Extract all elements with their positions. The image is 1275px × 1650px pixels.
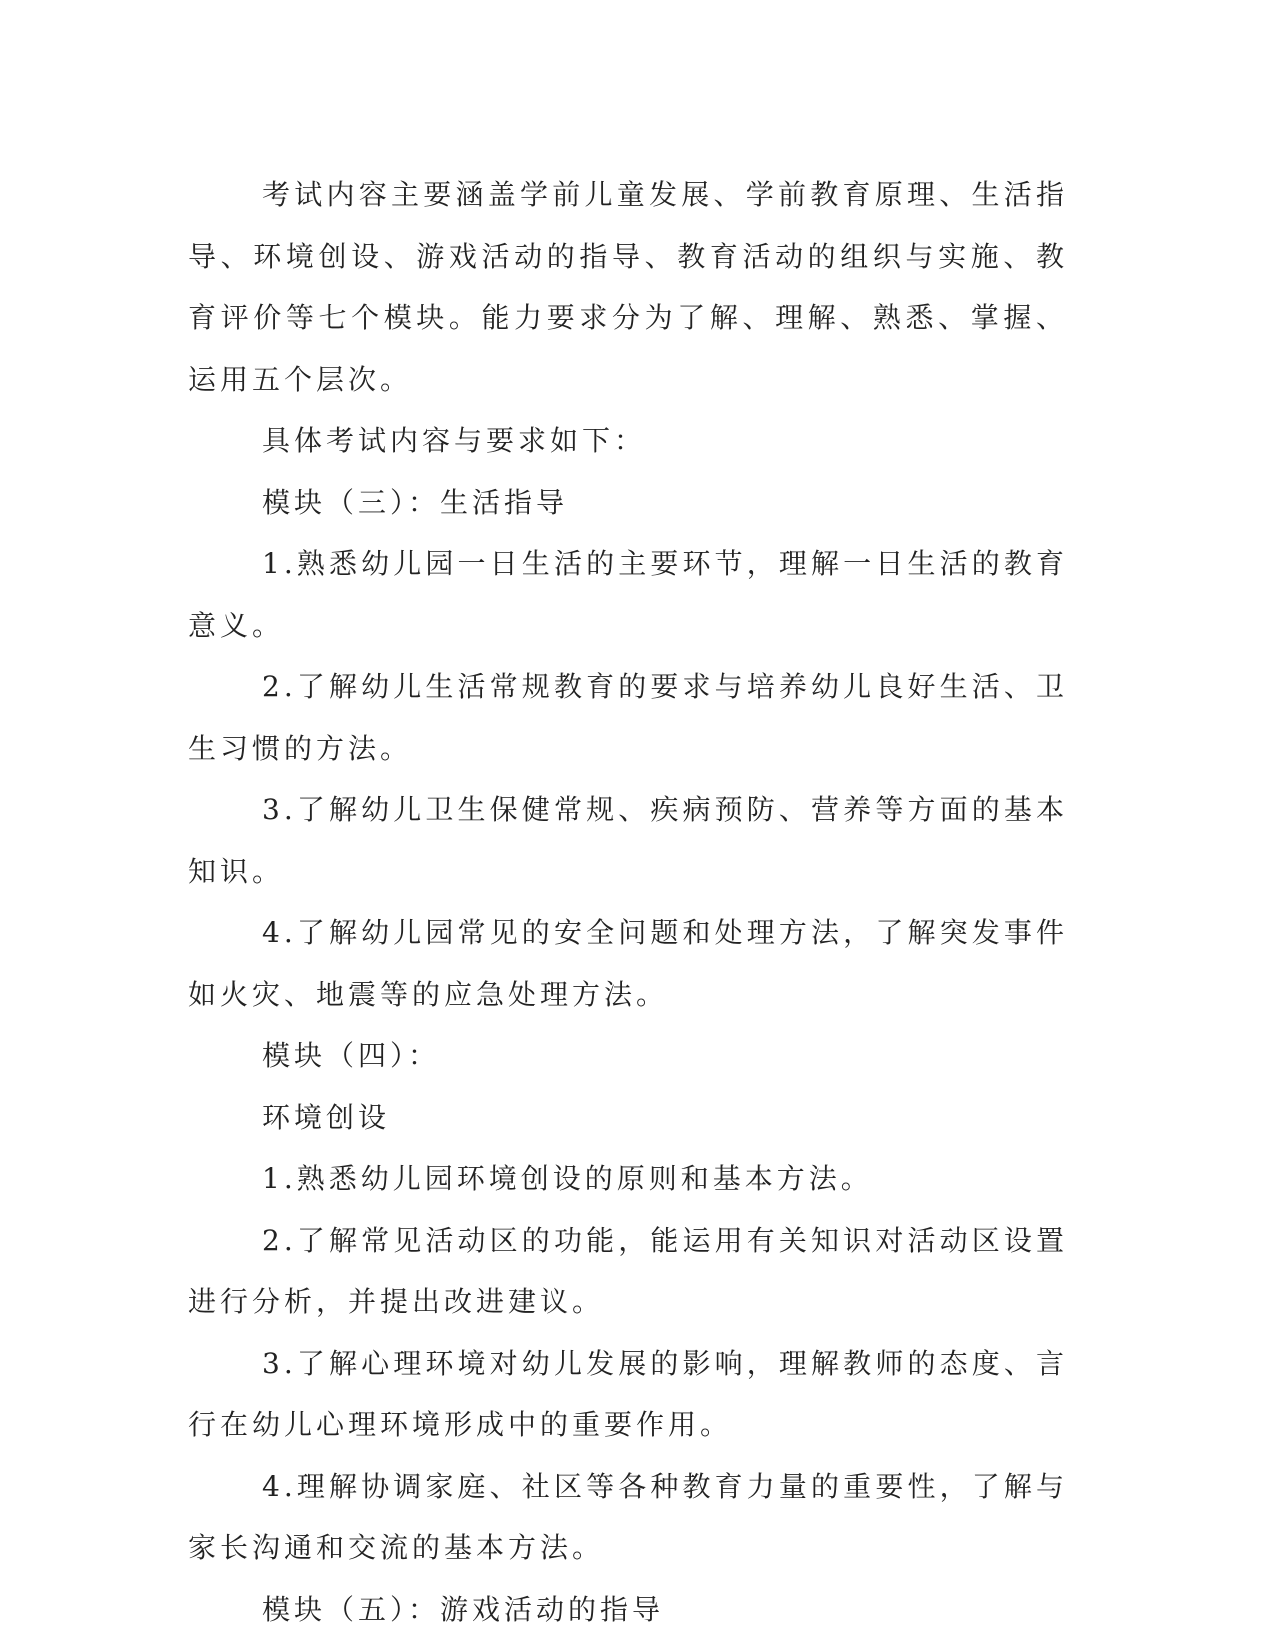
- list-item: 4.了解幼儿园常见的安全问题和处理方法，了解突发事件如火灾、地震等的应急处理方法。: [188, 916, 1068, 1011]
- list-item: 4.理解协调家庭、社区等各种教育力量的重要性，了解与家长沟通和交流的基本方法。: [188, 1469, 1068, 1564]
- paragraph-exam-overview: 考试内容主要涵盖学前儿童发展、学前教育原理、生活指导、环境创设、游戏活动的指导、教育活动的组织与实施、教育评价等七个模块。能力要求分为了解、理解、熟悉、掌握、运用五个层次。: [188, 178, 1068, 396]
- document-body: [188, 164, 1068, 1640]
- list-item: 3.了解心理环境对幼儿发展的影响，理解教师的态度、言行在幼儿心理环境形成中的重要作用。: [188, 1346, 1068, 1441]
- list-item: 3.了解幼儿卫生保健常规、疾病预防、营养等方面的基本知识。: [188, 793, 1068, 888]
- heading-module-3: 模块（三）：生活指导: [262, 485, 569, 519]
- heading-module-4-title: 环境创设: [262, 1100, 391, 1134]
- paragraph-content-intro: 具体考试内容与要求如下：: [262, 424, 647, 457]
- heading-module-5: 模块（五）：游戏活动的指导: [262, 1592, 665, 1626]
- list-item: 2.了解常见活动区的功能，能运用有关知识对活动区设置进行分析，并提出改进建议。: [188, 1223, 1068, 1318]
- heading-module-4: 模块（四）：: [262, 1039, 441, 1072]
- list-item: 1.熟悉幼儿园一日生活的主要环节，理解一日生活的教育意义。: [188, 547, 1068, 642]
- list-item: 2.了解幼儿生活常规教育的要求与培养幼儿良好生活、卫生习惯的方法。: [188, 670, 1068, 765]
- list-item: 1.熟悉幼儿园环境创设的原则和基本方法。: [262, 1162, 873, 1195]
